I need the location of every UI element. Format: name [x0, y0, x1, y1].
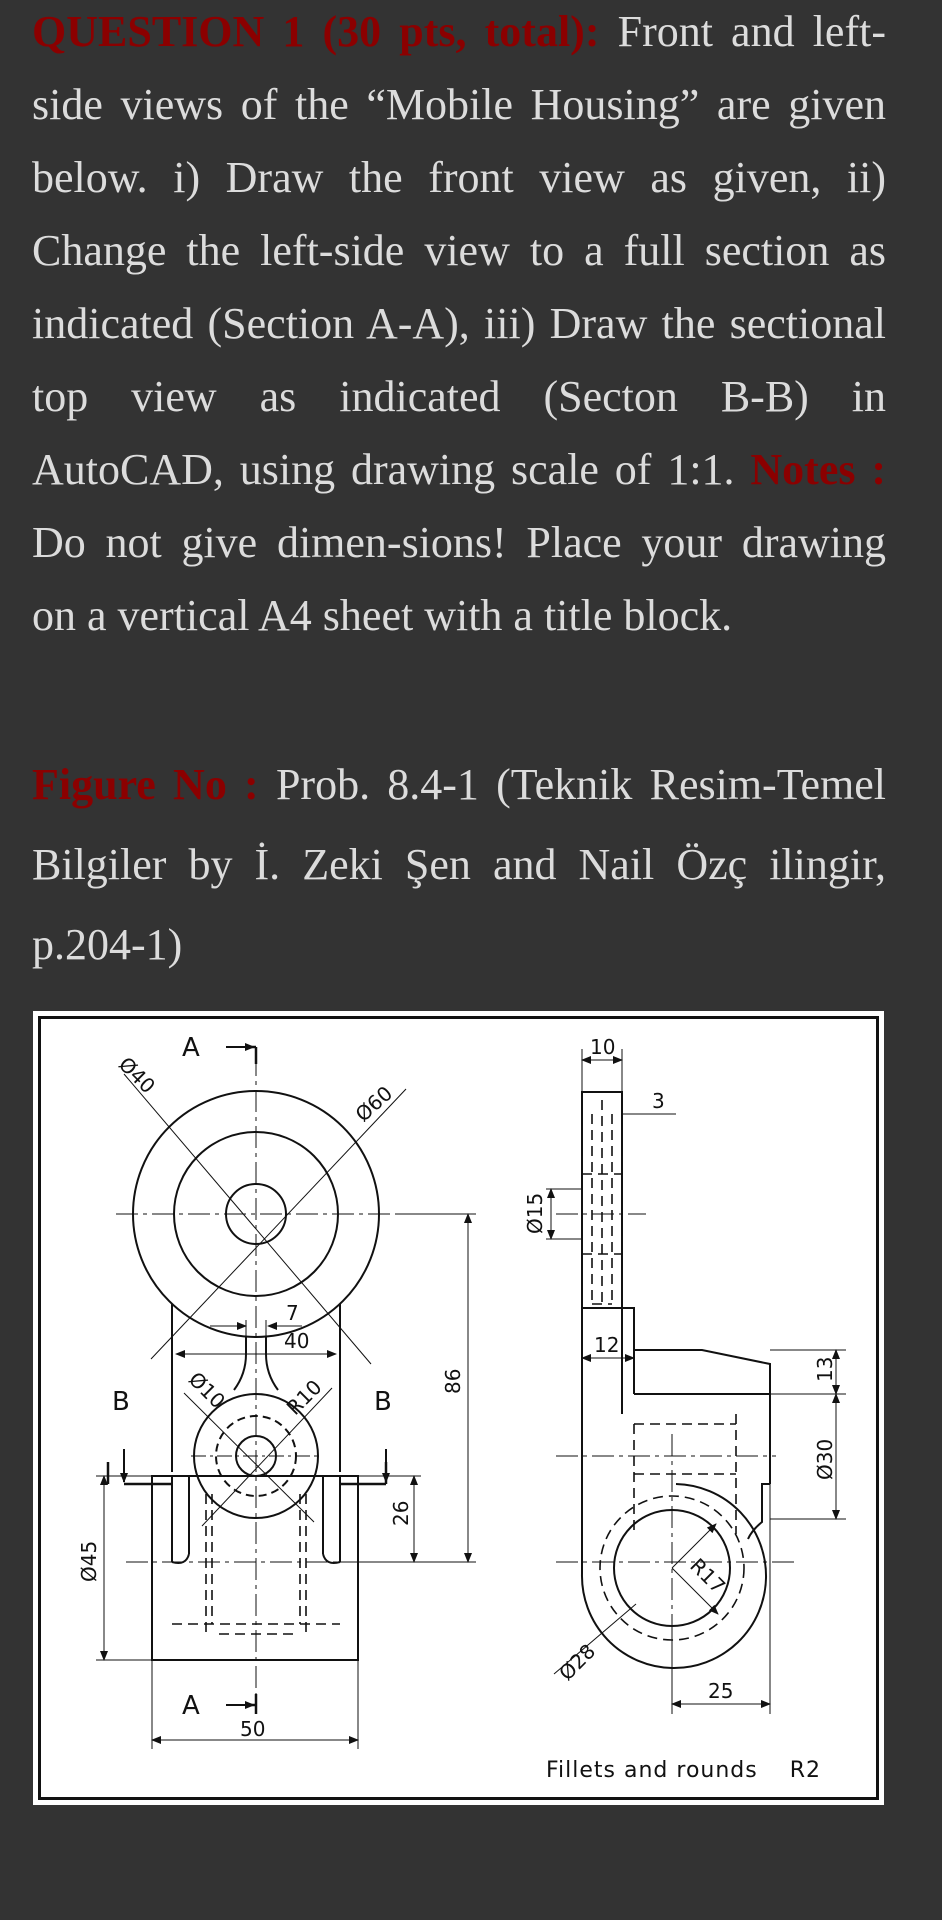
dim-d60-label: Ø60: [350, 1081, 398, 1127]
dim-25-label: 25: [708, 1679, 734, 1703]
section-b-left-label: B: [112, 1387, 130, 1417]
question-text: Front and left-side views of the “Mobile Housing” are given below. i) Draw the front view as given, ii) Change the left-side view to a full section as indicated (Section A-A), iii) Draw the sectional top view as indicated (Secton B-B) in AutoCAD, using drawing scale of 1:1.: [32, 7, 886, 494]
figure-label: Figure No :: [32, 760, 259, 809]
left-side-view: [556, 1092, 796, 1684]
question-paragraph: [32, 0, 886, 652]
question-label: QUESTION 1 (30 pts, total):: [32, 7, 600, 56]
dim-d15-label: Ø15: [523, 1192, 547, 1234]
dim-50-label: 50: [240, 1717, 266, 1741]
base-block: [152, 1476, 358, 1660]
notes-text: Do not give dimen-sions! Place your drawing on a vertical A4 sheet with a title block.: [32, 518, 886, 640]
dim-r10-label: R10: [281, 1374, 327, 1420]
dim-d40-label: Ø40: [113, 1052, 161, 1099]
dim-10-label: 10: [590, 1035, 616, 1059]
dim-d10-label: Ø10: [183, 1367, 231, 1414]
section-a-bottom-label: A: [182, 1691, 200, 1721]
notes-label: Notes :: [750, 445, 886, 494]
dim-12-label: 12: [594, 1333, 620, 1357]
figure-reference: [32, 745, 886, 985]
dim-13-label: 13: [813, 1356, 837, 1382]
dim-86-label: 86: [441, 1368, 465, 1394]
dim-r17-label: R17: [685, 1553, 731, 1599]
dim-7-label: 7: [286, 1301, 299, 1325]
dim-26-label: 26: [389, 1500, 413, 1526]
dim-40-label: 40: [284, 1329, 310, 1353]
drawing-canvas: [36, 1014, 887, 1808]
technical-drawing: [33, 1011, 884, 1805]
dim-d45-label: Ø45: [77, 1540, 101, 1582]
fillets-note: Fillets and rounds R2: [546, 1758, 821, 1783]
dim-3-label: 3: [652, 1089, 665, 1113]
figure-text: Prob. 8.4-1 (Teknik Resim-Temel Bilgiler by İ. Zeki Şen and Nail Özç ilingir, p.204-1): [32, 760, 887, 969]
dim-d28-label: Ø28: [554, 1639, 601, 1686]
section-a-top-label: A: [182, 1033, 200, 1063]
front-view: [113, 1052, 406, 1714]
section-b-right-label: B: [374, 1387, 392, 1417]
dim-d30-label: Ø30: [813, 1438, 837, 1480]
